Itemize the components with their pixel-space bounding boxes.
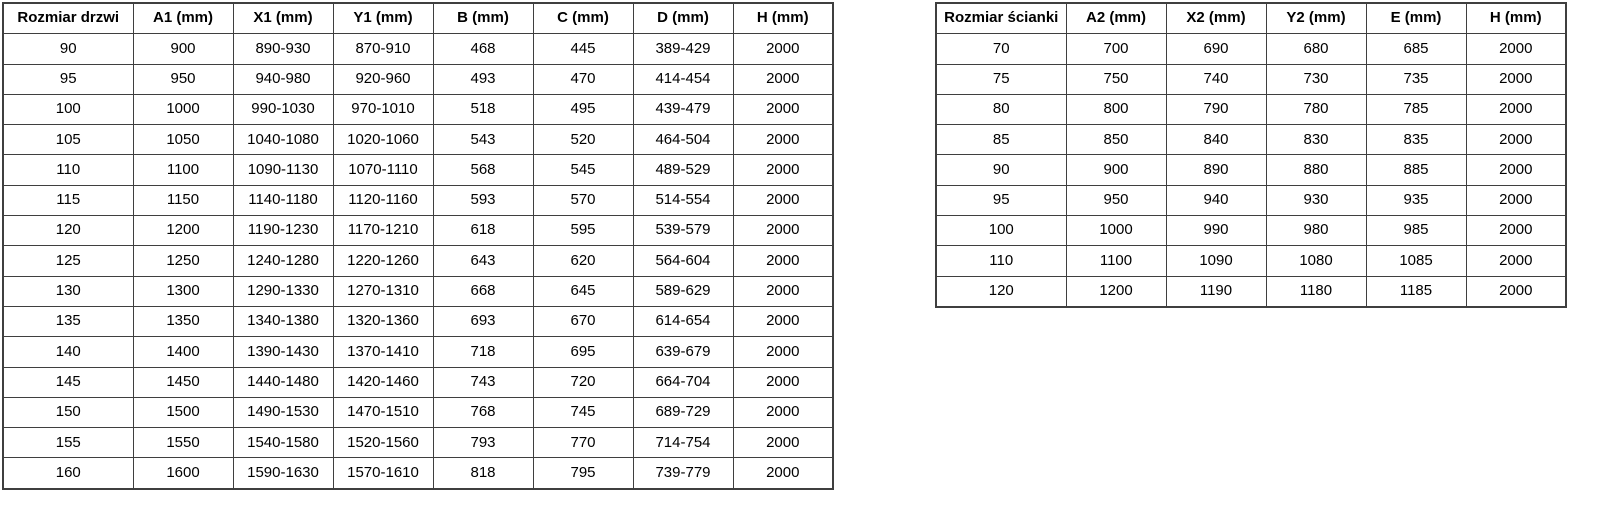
table-cell: 745 xyxy=(533,397,633,427)
table-cell: 739-779 xyxy=(633,458,733,489)
table-cell: 920-960 xyxy=(333,64,433,94)
table-cell: 1050 xyxy=(133,125,233,155)
table-cell: 1290-1330 xyxy=(233,276,333,306)
table-cell: 785 xyxy=(1366,94,1466,124)
table-cell: 470 xyxy=(533,64,633,94)
table-row xyxy=(936,94,1566,124)
table-cell: 835 xyxy=(1366,125,1466,155)
table-cell: 1140-1180 xyxy=(233,185,333,215)
table-cell: 770 xyxy=(533,428,633,458)
table-cell: 2000 xyxy=(733,337,833,367)
table-cell: 75 xyxy=(936,64,1066,94)
table-cell: 2000 xyxy=(1466,64,1566,94)
table-cell: 1120-1160 xyxy=(333,185,433,215)
table-cell: 439-479 xyxy=(633,94,733,124)
table-row xyxy=(3,306,833,336)
table-cell: 464-504 xyxy=(633,125,733,155)
column-header: Rozmiar ścianki xyxy=(936,3,1066,34)
table-cell: 1180 xyxy=(1266,276,1366,307)
table-cell: 740 xyxy=(1166,64,1266,94)
column-header: A2 (mm) xyxy=(1066,3,1166,34)
table-row xyxy=(3,94,833,124)
table-cell: 840 xyxy=(1166,125,1266,155)
table-cell: 720 xyxy=(533,367,633,397)
column-header: D (mm) xyxy=(633,3,733,34)
table-row xyxy=(3,216,833,246)
table-cell: 135 xyxy=(3,306,133,336)
table-cell: 900 xyxy=(1066,155,1166,185)
table-cell: 890-930 xyxy=(233,34,333,64)
table-cell: 2000 xyxy=(733,64,833,94)
table-cell: 2000 xyxy=(733,428,833,458)
table-cell: 950 xyxy=(1066,185,1166,215)
table-cell: 990-1030 xyxy=(233,94,333,124)
table-cell: 980 xyxy=(1266,216,1366,246)
table-cell: 1370-1410 xyxy=(333,337,433,367)
table-cell: 70 xyxy=(936,34,1066,64)
table-cell: 125 xyxy=(3,246,133,276)
table-cell: 950 xyxy=(133,64,233,94)
table-cell: 593 xyxy=(433,185,533,215)
table-cell: 1170-1210 xyxy=(333,216,433,246)
table-cell: 743 xyxy=(433,367,533,397)
table-cell: 2000 xyxy=(1466,125,1566,155)
table-cell: 850 xyxy=(1066,125,1166,155)
table-cell: 1040-1080 xyxy=(233,125,333,155)
column-header: Rozmiar drzwi xyxy=(3,3,133,34)
table-cell: 2000 xyxy=(733,125,833,155)
table-cell: 790 xyxy=(1166,94,1266,124)
table-row xyxy=(3,458,833,489)
table-cell: 1100 xyxy=(1066,246,1166,276)
table-cell: 735 xyxy=(1366,64,1466,94)
table-cell: 695 xyxy=(533,337,633,367)
table-cell: 85 xyxy=(936,125,1066,155)
table-cell: 643 xyxy=(433,246,533,276)
table-cell: 714-754 xyxy=(633,428,733,458)
table-cell: 2000 xyxy=(733,34,833,64)
table-cell: 664-704 xyxy=(633,367,733,397)
table-cell: 145 xyxy=(3,367,133,397)
table-row xyxy=(3,125,833,155)
table-row xyxy=(3,337,833,367)
table-cell: 160 xyxy=(3,458,133,489)
table-cell: 1400 xyxy=(133,337,233,367)
table-cell: 718 xyxy=(433,337,533,367)
table-cell: 140 xyxy=(3,337,133,367)
table-cell: 880 xyxy=(1266,155,1366,185)
wall-dimensions-table xyxy=(935,2,1567,308)
table-cell: 680 xyxy=(1266,34,1366,64)
table-row xyxy=(936,125,1566,155)
table-cell: 468 xyxy=(433,34,533,64)
table-cell: 1240-1280 xyxy=(233,246,333,276)
table-cell: 700 xyxy=(1066,34,1166,64)
table-cell: 690 xyxy=(1166,34,1266,64)
table-cell: 2000 xyxy=(1466,34,1566,64)
table-cell: 1590-1630 xyxy=(233,458,333,489)
table-row xyxy=(3,185,833,215)
table-cell: 2000 xyxy=(733,216,833,246)
table-cell: 900 xyxy=(133,34,233,64)
table-cell: 100 xyxy=(936,216,1066,246)
table-cell: 445 xyxy=(533,34,633,64)
table-cell: 115 xyxy=(3,185,133,215)
table-cell: 564-604 xyxy=(633,246,733,276)
table-cell: 1000 xyxy=(133,94,233,124)
table-cell: 545 xyxy=(533,155,633,185)
table-row xyxy=(936,185,1566,215)
table-cell: 1490-1530 xyxy=(233,397,333,427)
table-cell: 150 xyxy=(3,397,133,427)
table-cell: 120 xyxy=(3,216,133,246)
table-cell: 1085 xyxy=(1366,246,1466,276)
table-cell: 2000 xyxy=(1466,185,1566,215)
table-cell: 1000 xyxy=(1066,216,1166,246)
table-cell: 2000 xyxy=(1466,216,1566,246)
table-cell: 389-429 xyxy=(633,34,733,64)
table-row xyxy=(3,276,833,306)
table-cell: 689-729 xyxy=(633,397,733,427)
table-cell: 940 xyxy=(1166,185,1266,215)
table-cell: 2000 xyxy=(733,155,833,185)
table-row xyxy=(936,276,1566,307)
table-cell: 1600 xyxy=(133,458,233,489)
table-row xyxy=(3,367,833,397)
table-cell: 618 xyxy=(433,216,533,246)
door-table-header xyxy=(3,3,833,34)
table-row xyxy=(3,246,833,276)
table-cell: 414-454 xyxy=(633,64,733,94)
table-cell: 1350 xyxy=(133,306,233,336)
table-cell: 800 xyxy=(1066,94,1166,124)
table-cell: 130 xyxy=(3,276,133,306)
table-row xyxy=(3,34,833,64)
table-cell: 493 xyxy=(433,64,533,94)
table-cell: 1190-1230 xyxy=(233,216,333,246)
table-cell: 1200 xyxy=(133,216,233,246)
table-cell: 1220-1260 xyxy=(333,246,433,276)
wall-table-header xyxy=(936,3,1566,34)
table-cell: 1420-1460 xyxy=(333,367,433,397)
table-header-row xyxy=(936,3,1566,34)
table-cell: 155 xyxy=(3,428,133,458)
table-cell: 935 xyxy=(1366,185,1466,215)
table-cell: 2000 xyxy=(1466,155,1566,185)
table-row xyxy=(936,246,1566,276)
wall-table-body xyxy=(936,34,1566,307)
table-cell: 1300 xyxy=(133,276,233,306)
table-cell: 668 xyxy=(433,276,533,306)
table-cell: 2000 xyxy=(733,458,833,489)
table-cell: 1080 xyxy=(1266,246,1366,276)
table-cell: 2000 xyxy=(1466,276,1566,307)
column-header: H (mm) xyxy=(733,3,833,34)
table-cell: 90 xyxy=(936,155,1066,185)
table-cell: 1570-1610 xyxy=(333,458,433,489)
table-cell: 1470-1510 xyxy=(333,397,433,427)
table-cell: 110 xyxy=(3,155,133,185)
table-cell: 589-629 xyxy=(633,276,733,306)
table-cell: 2000 xyxy=(1466,246,1566,276)
table-cell: 830 xyxy=(1266,125,1366,155)
table-cell: 1020-1060 xyxy=(333,125,433,155)
table-row xyxy=(3,397,833,427)
table-row xyxy=(936,216,1566,246)
table-cell: 1070-1110 xyxy=(333,155,433,185)
table-cell: 570 xyxy=(533,185,633,215)
table-cell: 1450 xyxy=(133,367,233,397)
table-cell: 870-910 xyxy=(333,34,433,64)
table-cell: 1500 xyxy=(133,397,233,427)
column-header: E (mm) xyxy=(1366,3,1466,34)
table-cell: 520 xyxy=(533,125,633,155)
table-cell: 2000 xyxy=(733,94,833,124)
table-cell: 1340-1380 xyxy=(233,306,333,336)
door-dimensions-table xyxy=(2,2,834,490)
table-cell: 795 xyxy=(533,458,633,489)
table-cell: 543 xyxy=(433,125,533,155)
table-cell: 1540-1580 xyxy=(233,428,333,458)
table-cell: 514-554 xyxy=(633,185,733,215)
table-cell: 645 xyxy=(533,276,633,306)
table-cell: 685 xyxy=(1366,34,1466,64)
table-cell: 110 xyxy=(936,246,1066,276)
table-cell: 670 xyxy=(533,306,633,336)
table-cell: 693 xyxy=(433,306,533,336)
table-cell: 930 xyxy=(1266,185,1366,215)
table-header-row xyxy=(3,3,833,34)
table-cell: 2000 xyxy=(733,185,833,215)
table-row xyxy=(936,34,1566,64)
table-cell: 539-579 xyxy=(633,216,733,246)
table-cell: 1150 xyxy=(133,185,233,215)
table-cell: 2000 xyxy=(1466,94,1566,124)
table-cell: 2000 xyxy=(733,367,833,397)
table-row xyxy=(3,64,833,94)
table-cell: 95 xyxy=(3,64,133,94)
column-header: Y2 (mm) xyxy=(1266,3,1366,34)
table-cell: 639-679 xyxy=(633,337,733,367)
table-cell: 1550 xyxy=(133,428,233,458)
column-header: A1 (mm) xyxy=(133,3,233,34)
table-cell: 1270-1310 xyxy=(333,276,433,306)
table-cell: 120 xyxy=(936,276,1066,307)
table-cell: 1090-1130 xyxy=(233,155,333,185)
table-cell: 1185 xyxy=(1366,276,1466,307)
table-cell: 1090 xyxy=(1166,246,1266,276)
column-header: B (mm) xyxy=(433,3,533,34)
column-header: X2 (mm) xyxy=(1166,3,1266,34)
column-header: C (mm) xyxy=(533,3,633,34)
table-cell: 495 xyxy=(533,94,633,124)
table-cell: 1440-1480 xyxy=(233,367,333,397)
table-cell: 730 xyxy=(1266,64,1366,94)
table-cell: 614-654 xyxy=(633,306,733,336)
table-cell: 793 xyxy=(433,428,533,458)
table-cell: 90 xyxy=(3,34,133,64)
table-cell: 489-529 xyxy=(633,155,733,185)
table-row xyxy=(3,428,833,458)
table-cell: 595 xyxy=(533,216,633,246)
table-cell: 818 xyxy=(433,458,533,489)
table-row xyxy=(936,155,1566,185)
column-header: Y1 (mm) xyxy=(333,3,433,34)
table-cell: 2000 xyxy=(733,306,833,336)
table-cell: 1250 xyxy=(133,246,233,276)
table-cell: 985 xyxy=(1366,216,1466,246)
table-cell: 2000 xyxy=(733,246,833,276)
table-cell: 620 xyxy=(533,246,633,276)
table-cell: 990 xyxy=(1166,216,1266,246)
table-cell: 518 xyxy=(433,94,533,124)
table-cell: 1320-1360 xyxy=(333,306,433,336)
door-table-body xyxy=(3,34,833,489)
table-row xyxy=(936,64,1566,94)
table-cell: 1100 xyxy=(133,155,233,185)
table-cell: 1390-1430 xyxy=(233,337,333,367)
table-cell: 750 xyxy=(1066,64,1166,94)
table-cell: 768 xyxy=(433,397,533,427)
table-cell: 890 xyxy=(1166,155,1266,185)
table-cell: 100 xyxy=(3,94,133,124)
table-cell: 970-1010 xyxy=(333,94,433,124)
table-cell: 105 xyxy=(3,125,133,155)
table-cell: 80 xyxy=(936,94,1066,124)
table-cell: 95 xyxy=(936,185,1066,215)
table-row xyxy=(3,155,833,185)
table-cell: 568 xyxy=(433,155,533,185)
table-cell: 885 xyxy=(1366,155,1466,185)
column-header: X1 (mm) xyxy=(233,3,333,34)
table-cell: 1200 xyxy=(1066,276,1166,307)
table-cell: 1190 xyxy=(1166,276,1266,307)
table-cell: 1520-1560 xyxy=(333,428,433,458)
table-cell: 2000 xyxy=(733,397,833,427)
table-cell: 2000 xyxy=(733,276,833,306)
column-header: H (mm) xyxy=(1466,3,1566,34)
table-cell: 940-980 xyxy=(233,64,333,94)
table-cell: 780 xyxy=(1266,94,1366,124)
